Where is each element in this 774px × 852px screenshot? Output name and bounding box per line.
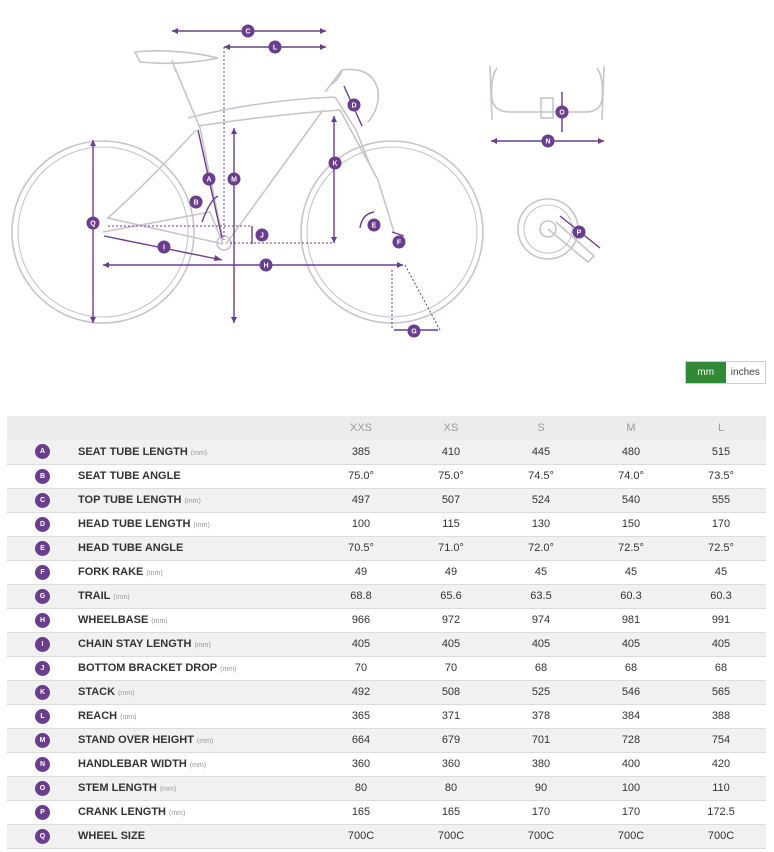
table-row <box>7 776 766 800</box>
letter-badge: M <box>35 733 50 748</box>
row-label-cell <box>78 464 316 488</box>
size-header: S <box>496 416 586 440</box>
letter-badge: C <box>35 493 50 508</box>
letter-badge: B <box>35 469 50 484</box>
table-row <box>7 440 766 464</box>
measurement-value: 480 <box>586 440 676 464</box>
measurement-value: 60.3 <box>676 584 766 608</box>
measurement-unit: (mm) <box>146 570 163 577</box>
row-letter-cell <box>7 704 78 728</box>
measurement-value: 664 <box>316 728 406 752</box>
row-label-cell <box>78 656 316 680</box>
measurement-value: 700C <box>586 824 676 848</box>
measurement-value: 405 <box>406 632 496 656</box>
measurement-value: 49 <box>316 560 406 584</box>
diagram-label-i <box>158 241 171 254</box>
measurement-value: 73.5° <box>676 464 766 488</box>
diagram-label-g <box>408 325 421 338</box>
letter-badge: A <box>35 444 50 459</box>
measurement-value: 71.0° <box>406 536 496 560</box>
measurement-value: 445 <box>496 440 586 464</box>
svg-text:I: I <box>163 244 165 252</box>
svg-text:G: G <box>411 328 417 336</box>
measurement-name: HEAD TUBE LENGTH <box>78 518 191 530</box>
measurement-value: 405 <box>676 632 766 656</box>
row-letter-cell <box>7 608 78 632</box>
svg-text:P: P <box>576 229 582 237</box>
measurement-value: 170 <box>496 800 586 824</box>
measurement-value: 70.5° <box>316 536 406 560</box>
row-label-cell <box>78 752 316 776</box>
row-label-cell <box>78 728 316 752</box>
unit-toggle <box>685 361 766 384</box>
measurement-value: 49 <box>406 560 496 584</box>
row-letter-cell <box>7 800 78 824</box>
size-header: L <box>676 416 766 440</box>
measurement-name: FORK RAKE <box>78 566 144 578</box>
measurement-value: 966 <box>316 608 406 632</box>
measurement-unit: (mm) <box>159 786 177 793</box>
handlebar-top-view <box>490 66 604 144</box>
bike-geometry-diagram <box>0 0 774 356</box>
measurement-value: 170 <box>676 512 766 536</box>
measurement-unit: (mm) <box>193 522 210 529</box>
row-label-cell <box>78 680 316 704</box>
measurement-value: 80 <box>406 776 496 800</box>
row-letter-cell <box>7 440 78 464</box>
measurement-value: 63.5 <box>496 584 586 608</box>
measurement-value: 515 <box>676 440 766 464</box>
dimension-lines <box>90 28 440 330</box>
diagram-label-k <box>329 157 342 170</box>
measurement-unit: (mm) <box>169 810 186 817</box>
measurement-value: 130 <box>496 512 586 536</box>
measurement-value: 679 <box>406 728 496 752</box>
measurement-value: 728 <box>586 728 676 752</box>
table-row <box>7 656 766 680</box>
measurement-value: 400 <box>586 752 676 776</box>
letter-badge: N <box>35 757 50 772</box>
measurement-value: 100 <box>316 512 406 536</box>
svg-text:C: C <box>245 28 251 36</box>
row-label-cell <box>78 632 316 656</box>
measurement-name: BOTTOM BRACKET DROP <box>78 662 218 674</box>
diagram-label-a <box>203 173 216 186</box>
diagram-label-m <box>228 173 241 186</box>
svg-text:N: N <box>545 138 551 146</box>
measurement-value: 565 <box>676 680 766 704</box>
letter-badge: O <box>35 781 50 796</box>
table-row <box>7 536 766 560</box>
measurement-name: STEM LENGTH <box>78 782 157 794</box>
diagram-label-j <box>256 229 269 242</box>
row-letter-cell <box>7 752 78 776</box>
measurement-value: 384 <box>586 704 676 728</box>
svg-text:O: O <box>559 109 565 117</box>
measurement-value: 754 <box>676 728 766 752</box>
measurement-value: 700C <box>676 824 766 848</box>
geometry-table <box>7 416 766 849</box>
svg-text:E: E <box>371 222 377 230</box>
diagram-label-n <box>542 135 555 148</box>
table-row <box>7 608 766 632</box>
measurement-value: 60.3 <box>586 584 676 608</box>
size-header: XXS <box>316 416 406 440</box>
measurement-value: 172.5 <box>676 800 766 824</box>
measurement-value: 45 <box>586 560 676 584</box>
diagram-label-l <box>269 41 282 54</box>
row-letter-cell <box>7 536 78 560</box>
measurement-name: SEAT TUBE ANGLE <box>78 470 181 482</box>
row-letter-cell <box>7 728 78 752</box>
measurement-value: 380 <box>496 752 586 776</box>
measurement-unit: (mm) <box>120 714 137 721</box>
row-label-cell <box>78 488 316 512</box>
row-label-cell <box>78 776 316 800</box>
row-label-cell <box>78 536 316 560</box>
row-letter-cell <box>7 824 78 848</box>
measurement-value: 700C <box>496 824 586 848</box>
measurement-unit: (mm) <box>151 618 168 625</box>
measurement-name: REACH <box>78 710 118 722</box>
letter-badge: Q <box>35 829 50 844</box>
measurement-value: 700C <box>316 824 406 848</box>
table-row <box>7 584 766 608</box>
unit-mm-button[interactable]: mm <box>686 362 726 383</box>
measurement-value: 385 <box>316 440 406 464</box>
measurement-value: 170 <box>586 800 676 824</box>
measurement-value: 405 <box>586 632 676 656</box>
measurement-name: CRANK LENGTH <box>78 806 166 818</box>
row-letter-cell <box>7 776 78 800</box>
size-header: XS <box>406 416 496 440</box>
svg-text:A: A <box>206 176 212 184</box>
measurement-value: 365 <box>316 704 406 728</box>
measurement-value: 405 <box>496 632 586 656</box>
measurement-value: 410 <box>406 440 496 464</box>
measurement-value: 165 <box>406 800 496 824</box>
letter-badge: H <box>35 613 50 628</box>
measurement-unit: (mm) <box>190 449 208 457</box>
row-label-cell <box>78 824 316 848</box>
diagram-label-f <box>393 236 406 249</box>
row-letter-cell <box>7 584 78 608</box>
measurement-name: TOP TUBE LENGTH <box>78 494 182 506</box>
measurement-name: HEAD TUBE ANGLE <box>78 542 184 554</box>
measurement-name: WHEELBASE <box>78 614 149 626</box>
svg-text:J: J <box>260 232 264 240</box>
measurement-value: 360 <box>406 752 496 776</box>
svg-text:Q: Q <box>90 220 96 228</box>
diagram-label-d <box>348 99 361 112</box>
measurement-unit: (mm) <box>196 738 214 745</box>
measurement-value: 74.0° <box>586 464 676 488</box>
measurement-unit: (mm) <box>194 642 211 649</box>
measurement-value: 70 <box>316 656 406 680</box>
measurement-unit: (mm) <box>220 666 237 673</box>
measurement-value: 981 <box>586 608 676 632</box>
table-row <box>7 632 766 656</box>
measurement-value: 115 <box>406 512 496 536</box>
svg-text:D: D <box>351 102 357 110</box>
table-row <box>7 680 766 704</box>
row-letter-cell <box>7 464 78 488</box>
measurement-value: 165 <box>316 800 406 824</box>
row-letter-cell <box>7 632 78 656</box>
measurement-name: STACK <box>78 686 116 698</box>
measurement-value: 45 <box>676 560 766 584</box>
letter-badge: F <box>35 565 50 580</box>
measurement-value: 74.5° <box>496 464 586 488</box>
measurement-value: 68 <box>496 656 586 680</box>
row-letter-cell <box>7 560 78 584</box>
measurement-value: 75.0° <box>316 464 406 488</box>
measurement-value: 72.5° <box>676 536 766 560</box>
diagram-label-h <box>260 259 273 272</box>
measurement-value: 75.0° <box>406 464 496 488</box>
measurement-unit: (mm) <box>118 690 135 697</box>
measurement-value: 371 <box>406 704 496 728</box>
diagram-label-b <box>190 196 203 209</box>
row-letter-cell <box>7 488 78 512</box>
header-spacer <box>7 416 78 440</box>
letter-badge: L <box>35 709 50 724</box>
diagram-label-c <box>242 25 255 38</box>
svg-text:K: K <box>332 160 338 168</box>
measurement-value: 100 <box>586 776 676 800</box>
svg-text:L: L <box>272 44 278 52</box>
measurement-value: 110 <box>676 776 766 800</box>
measurement-name: SEAT TUBE LENGTH <box>78 445 188 458</box>
row-label-cell <box>78 560 316 584</box>
diagram-label-p <box>573 226 586 239</box>
row-letter-cell <box>7 656 78 680</box>
table-row <box>7 464 766 488</box>
letter-badge: G <box>35 589 50 604</box>
measurement-unit: (mm) <box>189 762 207 769</box>
measurement-value: 420 <box>676 752 766 776</box>
size-header-row <box>7 416 766 440</box>
measurement-value: 540 <box>586 488 676 512</box>
measurement-value: 80 <box>316 776 406 800</box>
crankset <box>518 199 600 262</box>
measurement-value: 378 <box>496 704 586 728</box>
measurement-value: 68 <box>676 656 766 680</box>
measurement-value: 45 <box>496 560 586 584</box>
table-row <box>7 704 766 728</box>
measurement-value: 546 <box>586 680 676 704</box>
measurement-value: 90 <box>496 776 586 800</box>
letter-badge: I <box>35 637 50 652</box>
measurement-unit: (mm) <box>113 594 130 601</box>
row-label-cell <box>78 704 316 728</box>
row-label-cell <box>78 800 316 824</box>
measurement-value: 700C <box>406 824 496 848</box>
letter-badge: K <box>35 685 50 700</box>
diagram-label-o <box>556 106 569 119</box>
measurement-name: CHAIN STAY LENGTH <box>78 638 192 650</box>
measurement-value: 497 <box>316 488 406 512</box>
measurement-value: 68.8 <box>316 584 406 608</box>
letter-badge: D <box>35 517 50 532</box>
row-label-cell <box>78 584 316 608</box>
table-row <box>7 728 766 752</box>
measurement-value: 507 <box>406 488 496 512</box>
measurement-name: HANDLEBAR WIDTH <box>78 758 187 770</box>
svg-text:M: M <box>231 176 237 184</box>
table-row <box>7 824 766 848</box>
measurement-value: 72.5° <box>586 536 676 560</box>
size-header: M <box>586 416 676 440</box>
diagram-label-e <box>368 219 381 232</box>
table-row <box>7 800 766 824</box>
measurement-value: 972 <box>406 608 496 632</box>
measurement-value: 360 <box>316 752 406 776</box>
measurement-value: 508 <box>406 680 496 704</box>
measurement-value: 991 <box>676 608 766 632</box>
letter-badge: E <box>35 541 50 556</box>
svg-text:H: H <box>263 262 269 270</box>
row-label-cell <box>78 608 316 632</box>
measurement-unit: (mm) <box>184 498 201 505</box>
row-letter-cell <box>7 680 78 704</box>
table-row <box>7 488 766 512</box>
row-label-cell <box>78 440 316 464</box>
unit-inches-button[interactable]: inches <box>726 362 766 383</box>
svg-text:B: B <box>193 199 199 207</box>
measurement-value: 405 <box>316 632 406 656</box>
measurement-value: 70 <box>406 656 496 680</box>
measurement-name: STAND OVER HEIGHT <box>78 734 194 746</box>
header-spacer <box>78 416 316 440</box>
measurement-value: 525 <box>496 680 586 704</box>
measurement-value: 974 <box>496 608 586 632</box>
table-row <box>7 560 766 584</box>
table-row <box>7 512 766 536</box>
measurement-value: 65.6 <box>406 584 496 608</box>
svg-text:F: F <box>396 239 402 247</box>
measurement-value: 72.0° <box>496 536 586 560</box>
measurement-value: 68 <box>586 656 676 680</box>
diagram-label-q <box>87 217 100 230</box>
letter-badge: J <box>35 661 50 676</box>
measurement-name: WHEEL SIZE <box>78 830 146 842</box>
measurement-value: 388 <box>676 704 766 728</box>
measurement-value: 701 <box>496 728 586 752</box>
measurement-value: 555 <box>676 488 766 512</box>
measurement-value: 492 <box>316 680 406 704</box>
row-label-cell <box>78 512 316 536</box>
row-letter-cell <box>7 512 78 536</box>
measurement-value: 150 <box>586 512 676 536</box>
table-row <box>7 752 766 776</box>
measurement-value: 524 <box>496 488 586 512</box>
letter-badge: P <box>35 805 50 820</box>
measurement-name: TRAIL <box>78 590 111 602</box>
